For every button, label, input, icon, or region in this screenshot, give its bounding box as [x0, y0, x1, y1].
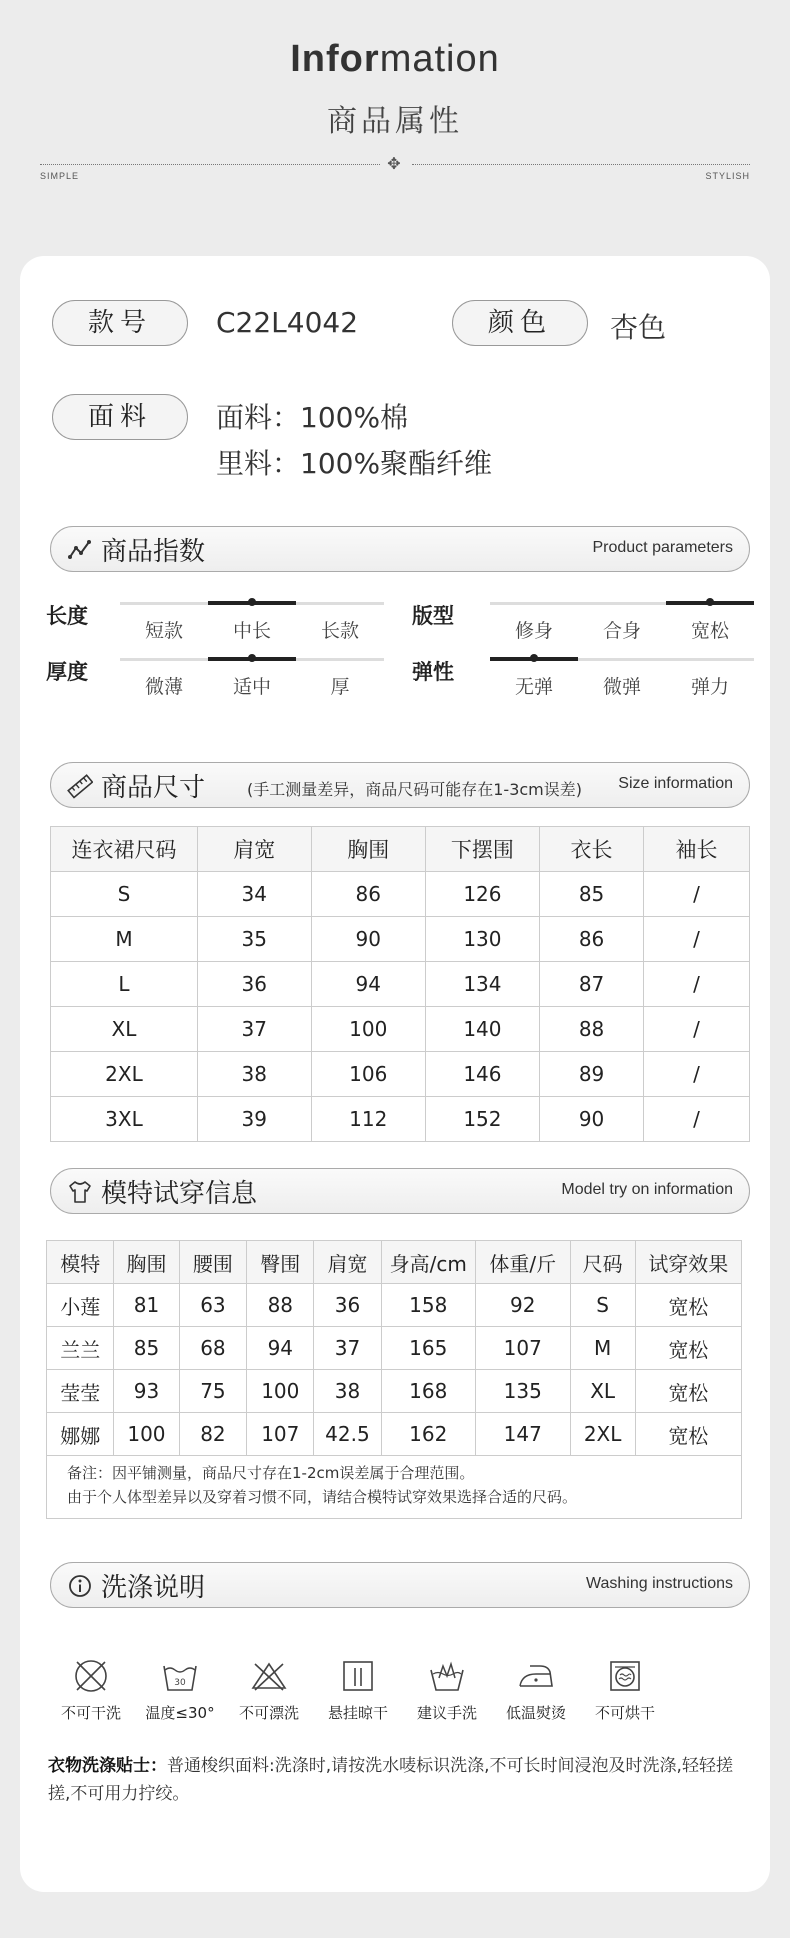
table-cell: 147 — [475, 1413, 570, 1456]
table-header-cell: 衣长 — [540, 827, 644, 872]
hand-wash-icon — [427, 1656, 467, 1696]
shirt-icon — [67, 1179, 93, 1205]
scale-option: 厚 — [330, 676, 350, 698]
color-label: 颜色 — [452, 300, 588, 346]
table-cell: 娜娜 — [47, 1413, 114, 1456]
scale-option: 适中 — [232, 676, 271, 698]
table-cell: 90 — [540, 1097, 644, 1142]
table-cell: / — [644, 917, 750, 962]
table-cell: 107 — [247, 1413, 314, 1456]
scale-option: 长款 — [320, 620, 359, 642]
table-cell: 34 — [197, 872, 311, 917]
wash-label: 不可漂洗 — [238, 1704, 299, 1722]
info-title: Information — [290, 38, 500, 80]
no-dry-clean-icon — [71, 1656, 111, 1696]
crosshair-icon: ✥ — [387, 154, 401, 173]
no-bleach-icon — [249, 1656, 289, 1696]
table-row — [51, 1052, 750, 1097]
style-number-label: 款号 — [52, 300, 188, 346]
table-cell: 宽松 — [635, 1413, 741, 1456]
table-cell: 莹莹 — [47, 1370, 114, 1413]
no-tumble-dry-icon — [605, 1656, 645, 1696]
index-label: 版型 — [412, 604, 454, 628]
scale-marker — [530, 654, 538, 662]
table-cell: 68 — [179, 1327, 247, 1370]
hang-dry-icon — [338, 1656, 378, 1696]
table-header-cell: 下摆围 — [425, 827, 539, 872]
table-cell: 38 — [314, 1370, 381, 1413]
table-cell: 87 — [540, 962, 644, 1007]
table-cell: 3XL — [51, 1097, 198, 1142]
product-index-title-en: Product parameters — [592, 539, 733, 556]
table-row — [51, 1097, 750, 1142]
tag-stylish: STYLISH — [705, 171, 750, 181]
table-cell: 38 — [197, 1052, 311, 1097]
wash-30-icon — [160, 1656, 200, 1696]
wash-tips-label: 衣物洗涤贴士： — [48, 1756, 167, 1776]
info-card — [20, 256, 770, 1892]
table-cell: 100 — [247, 1370, 314, 1413]
table-cell: 106 — [311, 1052, 425, 1097]
product-index-header — [50, 526, 750, 572]
size-info-title: 商品尺寸 — [101, 773, 206, 803]
index-scale — [120, 658, 384, 698]
wash-item-no-tumble — [580, 1656, 670, 1723]
info-icon — [67, 1573, 93, 1599]
table-cell: 162 — [381, 1413, 475, 1456]
model-table — [46, 1240, 742, 1456]
page-header — [0, 0, 790, 240]
table-cell: 158 — [381, 1284, 475, 1327]
wash-tips — [48, 1752, 748, 1808]
divider-right — [412, 164, 750, 165]
wash-label: 温度≤30° — [145, 1704, 215, 1722]
table-cell: 42.5 — [314, 1413, 381, 1456]
size-info-header — [50, 762, 750, 808]
fabric-line-1: 面料：100%棉 — [216, 401, 409, 434]
table-row — [51, 1007, 750, 1052]
model-info-title-en: Model try on information — [561, 1181, 733, 1198]
table-row — [51, 872, 750, 917]
table-row — [47, 1370, 742, 1413]
wash-item-hand-wash — [402, 1656, 492, 1723]
table-cell: 37 — [197, 1007, 311, 1052]
table-header-cell: 肩宽 — [197, 827, 311, 872]
table-cell: XL — [51, 1007, 198, 1052]
table-cell: 63 — [179, 1284, 247, 1327]
wash-info-header — [50, 1562, 750, 1608]
index-scale — [120, 602, 384, 642]
size-table — [50, 826, 750, 1142]
table-cell: 112 — [311, 1097, 425, 1142]
table-header-cell: 臀围 — [247, 1241, 314, 1284]
table-cell: 89 — [540, 1052, 644, 1097]
table-cell: 86 — [311, 872, 425, 917]
table-cell: 152 — [425, 1097, 539, 1142]
index-scale — [490, 658, 754, 698]
table-cell: 100 — [311, 1007, 425, 1052]
table-cell: / — [644, 1097, 750, 1142]
style-number-value: C22L4042 — [216, 306, 359, 339]
scale-marker — [248, 654, 256, 662]
table-cell: / — [644, 962, 750, 1007]
wash-label: 建议手洗 — [416, 1704, 477, 1722]
table-cell: 2XL — [51, 1052, 198, 1097]
table-row — [51, 962, 750, 1007]
table-cell: 107 — [475, 1327, 570, 1370]
table-cell: 134 — [425, 962, 539, 1007]
table-row — [51, 917, 750, 962]
index-label: 厚度 — [46, 660, 88, 684]
table-cell: 168 — [381, 1370, 475, 1413]
table-cell: / — [644, 1007, 750, 1052]
table-cell: / — [644, 1052, 750, 1097]
table-header-row — [47, 1241, 742, 1284]
table-cell: 36 — [197, 962, 311, 1007]
scale-option: 修身 — [514, 620, 553, 642]
table-header-cell: 腰围 — [179, 1241, 247, 1284]
table-cell: 85 — [114, 1327, 179, 1370]
table-cell: 126 — [425, 872, 539, 917]
table-cell: 100 — [114, 1413, 179, 1456]
scale-option: 合身 — [602, 620, 641, 642]
table-cell: M — [570, 1327, 635, 1370]
table-cell: 94 — [311, 962, 425, 1007]
fabric-label: 面料 — [52, 394, 188, 440]
model-info-header — [50, 1168, 750, 1214]
table-cell: 小莲 — [47, 1284, 114, 1327]
wash-item-no-dry-clean — [46, 1656, 136, 1723]
table-cell: S — [570, 1284, 635, 1327]
table-cell: 90 — [311, 917, 425, 962]
table-cell: 75 — [179, 1370, 247, 1413]
scale-option: 宽松 — [690, 620, 729, 642]
color-value: 杏色 — [610, 311, 667, 344]
size-info-title-en: Size information — [618, 775, 733, 792]
table-cell: 146 — [425, 1052, 539, 1097]
table-header-cell: 胸围 — [311, 827, 425, 872]
table-cell: 130 — [425, 917, 539, 962]
wash-info-title: 洗涤说明 — [101, 1573, 206, 1603]
ruler-icon — [67, 773, 93, 799]
scale-option: 中长 — [232, 620, 271, 642]
table-cell: 88 — [540, 1007, 644, 1052]
wash-label: 悬挂晾干 — [327, 1704, 388, 1722]
model-note-2: 由于个人体型差异以及穿着习惯不同，请结合模特试穿效果选择合适的尺码。 — [67, 1488, 578, 1506]
table-row — [47, 1413, 742, 1456]
table-header-cell: 胸围 — [114, 1241, 179, 1284]
wash-label: 不可干洗 — [60, 1704, 121, 1722]
divider-left — [40, 164, 380, 165]
table-cell: 宽松 — [635, 1370, 741, 1413]
table-cell: 36 — [314, 1284, 381, 1327]
table-cell: L — [51, 962, 198, 1007]
table-header-cell: 身高/cm — [381, 1241, 475, 1284]
index-label: 长度 — [46, 604, 88, 628]
table-cell: 86 — [540, 917, 644, 962]
table-cell: M — [51, 917, 198, 962]
model-info-title: 模特试穿信息 — [101, 1179, 258, 1209]
table-cell: 兰兰 — [47, 1327, 114, 1370]
scale-marker — [248, 598, 256, 606]
table-cell: 140 — [425, 1007, 539, 1052]
table-cell: / — [644, 872, 750, 917]
table-cell: 88 — [247, 1284, 314, 1327]
table-header-cell: 体重/斤 — [475, 1241, 570, 1284]
table-cell: 2XL — [570, 1413, 635, 1456]
low-iron-icon — [516, 1656, 556, 1696]
model-note-1: 备注：因平铺测量，商品尺寸存在1-2cm误差属于合理范围。 — [67, 1464, 475, 1482]
table-header-cell: 肩宽 — [314, 1241, 381, 1284]
scale-option: 微弹 — [602, 676, 641, 698]
index-scale — [490, 602, 754, 642]
tag-simple: SIMPLE — [40, 171, 80, 181]
wash-item-30 — [135, 1656, 225, 1723]
scale-option: 弹力 — [690, 676, 729, 698]
scale-option: 微薄 — [144, 676, 183, 698]
wash-label: 不可烘干 — [594, 1704, 655, 1722]
table-cell: 35 — [197, 917, 311, 962]
trend-line-icon — [67, 537, 93, 563]
wash-tips-text: 普通梭织面料:洗涤时,请按洗水唛标识洗涤,不可长时间浸泡及时洗涤,轻轻搓搓,不可用力拧绞。 — [48, 1756, 733, 1804]
table-header-row — [51, 827, 750, 872]
table-cell: 165 — [381, 1327, 475, 1370]
scale-option: 短款 — [144, 620, 183, 642]
size-info-note: (手工测量差异，商品尺码可能存在1-3cm误差) — [247, 780, 583, 799]
scale-marker — [706, 598, 714, 606]
wash-item-no-bleach — [224, 1656, 314, 1723]
table-cell: 37 — [314, 1327, 381, 1370]
index-label: 弹性 — [412, 660, 454, 684]
table-cell: 宽松 — [635, 1327, 741, 1370]
info-title-cn: 商品属性 — [327, 104, 463, 139]
table-cell: 94 — [247, 1327, 314, 1370]
table-header-cell: 袖长 — [644, 827, 750, 872]
table-cell: 81 — [114, 1284, 179, 1327]
wash-item-hang-dry — [313, 1656, 403, 1723]
wash-temp-text: 30 — [174, 1678, 186, 1688]
model-notes — [46, 1453, 742, 1519]
table-row — [47, 1284, 742, 1327]
table-header-cell: 连衣裙尺码 — [51, 827, 198, 872]
table-cell: S — [51, 872, 198, 917]
table-cell: 93 — [114, 1370, 179, 1413]
table-cell: 82 — [179, 1413, 247, 1456]
table-cell: 85 — [540, 872, 644, 917]
wash-info-title-en: Washing instructions — [585, 1575, 733, 1592]
product-index-title: 商品指数 — [101, 537, 206, 567]
table-cell: XL — [570, 1370, 635, 1413]
fabric-line-2: 里料：100%聚酯纤维 — [216, 447, 493, 480]
wash-item-low-iron — [491, 1656, 581, 1723]
wash-label: 低温熨烫 — [505, 1704, 566, 1722]
table-header-cell: 模特 — [47, 1241, 114, 1284]
table-cell: 92 — [475, 1284, 570, 1327]
table-header-cell: 试穿效果 — [635, 1241, 741, 1284]
table-row — [47, 1327, 742, 1370]
table-header-cell: 尺码 — [570, 1241, 635, 1284]
table-cell: 135 — [475, 1370, 570, 1413]
table-cell: 宽松 — [635, 1284, 741, 1327]
scale-option: 无弹 — [514, 676, 553, 698]
table-cell: 39 — [197, 1097, 311, 1142]
